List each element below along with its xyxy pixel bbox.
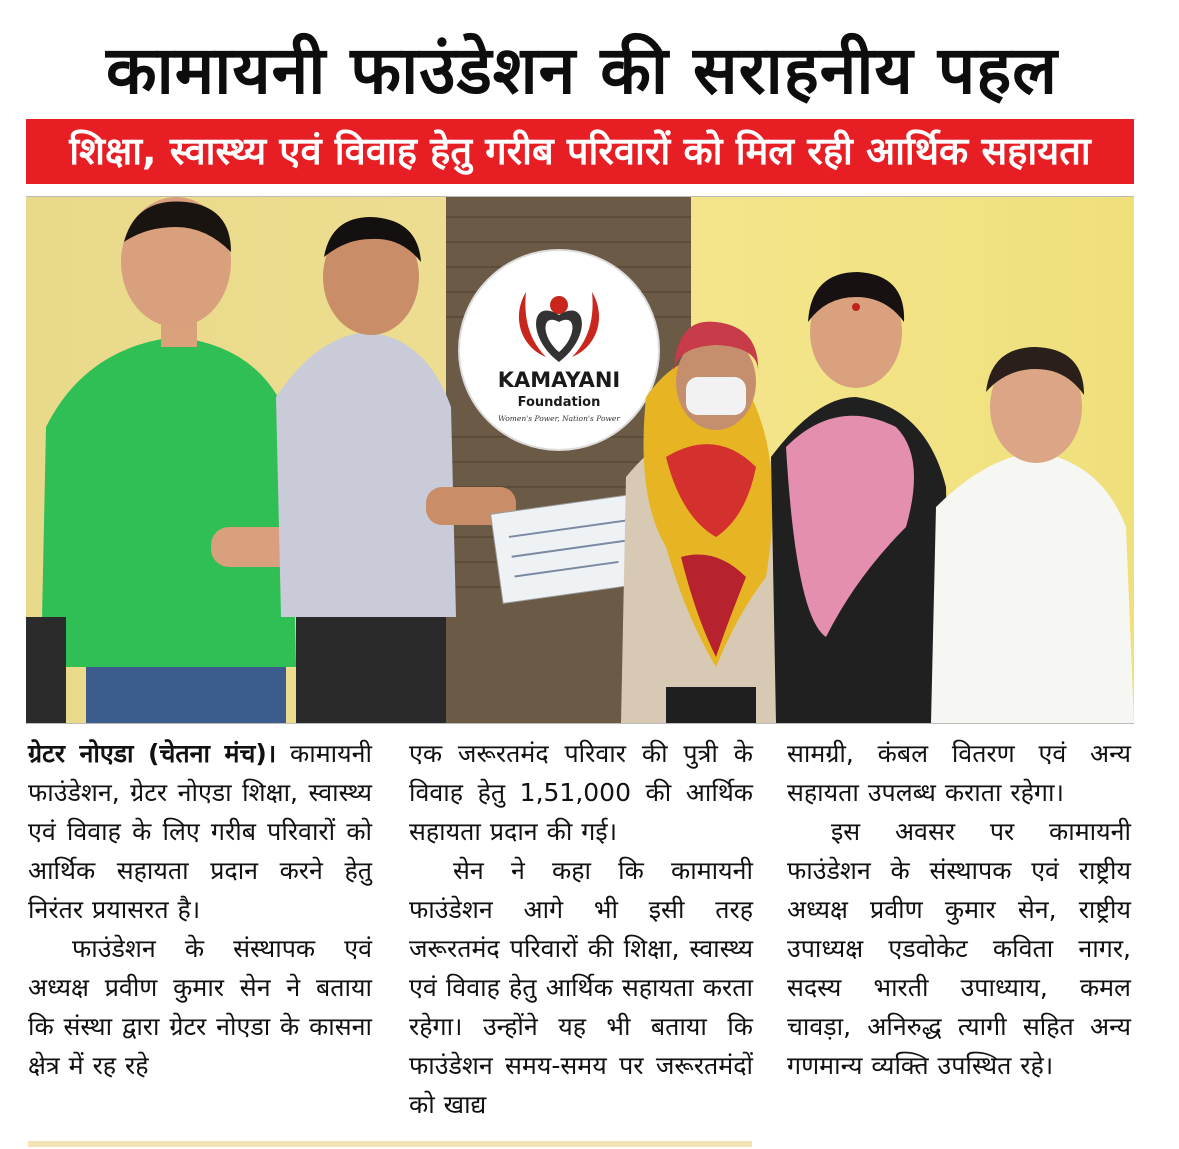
subheadline-text: शिक्षा, स्वास्थ्य एवं विवाह हेतु गरीब परिवारों को मिल रही आर्थिक सहायता [69, 129, 1091, 173]
article-paragraph: फाउंडेशन के संस्थापक एवं अध्यक्ष प्रवीण कुमार सेन ने बताया कि संस्था द्वारा ग्रेटर नोएडा के कासना क्षेत्र में रह रहे [28, 934, 372, 1080]
sign-tagline-text: Women's Power, Nation's Power [498, 414, 620, 423]
subheadline-banner [26, 119, 1134, 184]
article-column-2 [409, 734, 753, 1119]
article-paragraph: एक जरूरतमंद परिवार की पुत्री के विवाह हेतु 1,51,000 की आर्थिक सहायता प्रदान की गई। [409, 739, 753, 846]
monitor [666, 687, 756, 723]
article-column-3 [787, 734, 1131, 1114]
article-paragraph: कामायनी फाउंडेशन, ग्रेटर नोएडा शिक्षा, स्वास्थ्य एवं विवाह के लिए गरीब परिवारों को आर्थिक सहायता प्रदान करने हेतु निरंतर प्रयासरत है। [28, 739, 372, 924]
photo-illustration [26, 197, 1134, 723]
article-paragraph: इस अवसर पर कामायनी फाउंडेशन के संस्थापक एवं राष्ट्रीय अध्यक्ष प्रवीण कुमार सेन, राष्ट्रीय उपाध्यक्ष एडवोकेट कविता नागर, सदस्य भारती उपाध्याय, कमल चावड़ा, अनिरुद्ध त्यागी सहित अन्य गणमान्य व्यक्ति उपस्थित रहे। [787, 817, 1131, 1080]
sign-brand-text: KAMAYANI [497, 368, 621, 392]
footer-rule [28, 1141, 752, 1147]
article-column-1 [28, 734, 372, 1114]
news-photo [26, 196, 1134, 724]
article-paragraph: सामग्री, कंबल वितरण एवं अन्य सहायता उपलब्ध कराता रहेगा। [787, 739, 1131, 807]
dateline: ग्रेटर नोएडा (चेतना मंच)। [28, 739, 277, 768]
article-paragraph: सेन ने कहा कि कामायनी फाउंडेशन आगे भी इसी तरह जरूरतमंद परिवारों की शिक्षा, स्वास्थ्य एवं विवाह हेतु आर्थिक सहायता करता रहेगा। उन्होंने यह भी बताया कि फाउंडेशन समय-समय पर जरूरतमंदों को खाद्य [409, 856, 753, 1119]
chair [26, 617, 66, 723]
sign-name-text: Foundation [517, 395, 601, 410]
headline: कामायनी फाउंडेशन की सराहनीय पहल [105, 32, 1059, 109]
